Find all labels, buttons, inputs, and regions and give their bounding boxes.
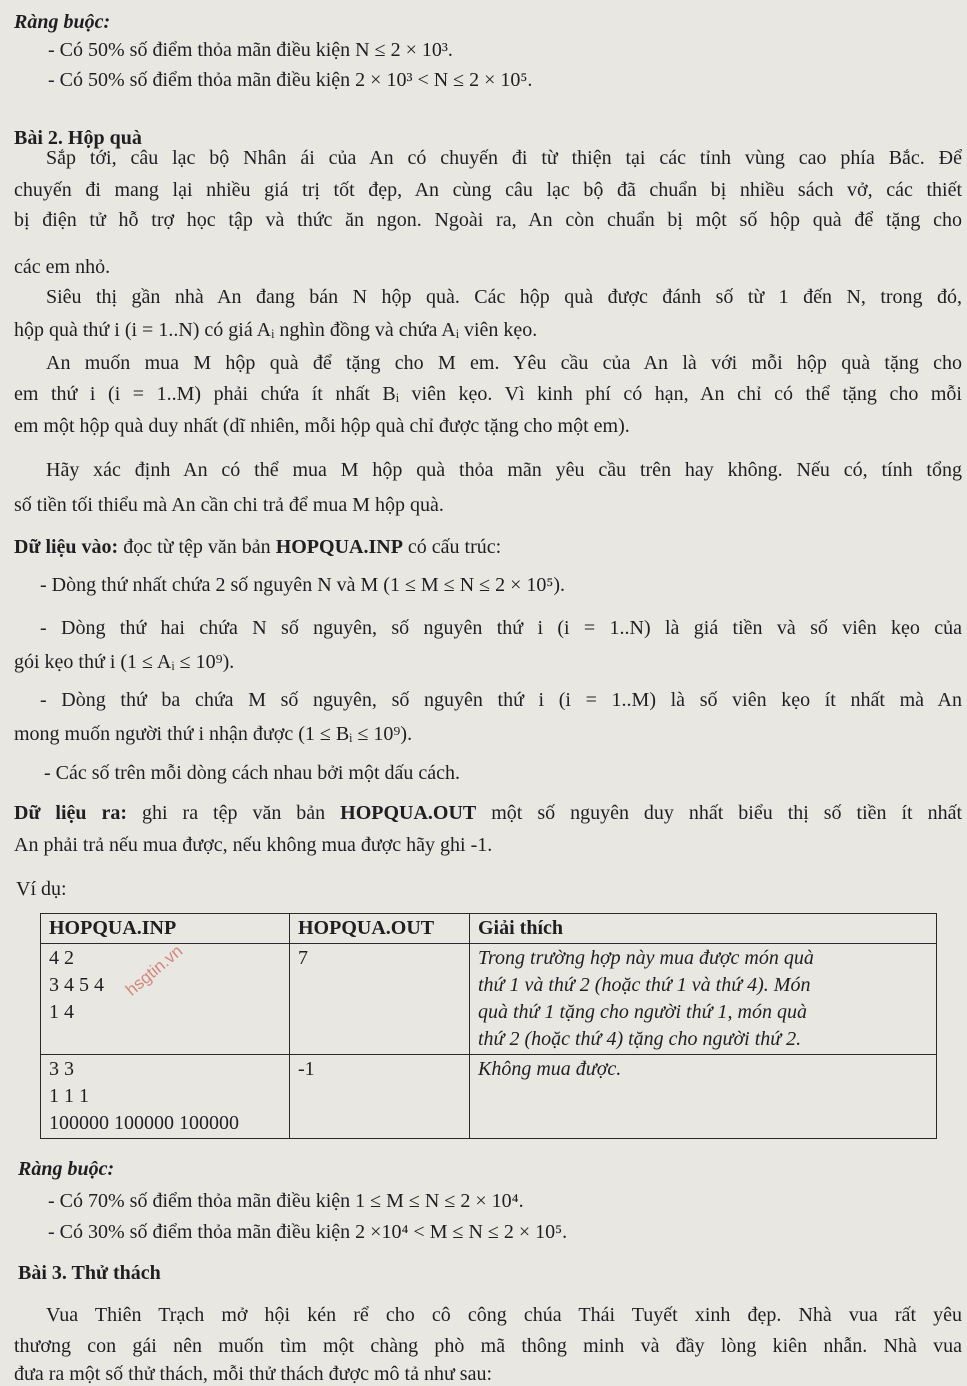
paragraph-line: Siêu thị gần nhà An đang bán N hộp quà. Các hộp quà được đánh số từ 1 đến N, trong đó, — [46, 286, 962, 308]
paragraph-line: An muốn mua M hộp quà để tặng cho M em. Yêu cầu của An là với mỗi hộp quà tặng cho — [46, 352, 962, 374]
constraint-line: - Có 30% số điểm thỏa mãn điều kiện 2 ×10⁴ < M ≤ N ≤ 2 × 10⁵. — [48, 1221, 568, 1243]
watermark: hsgtin.vn — [122, 941, 187, 1000]
constraints-heading-1: Ràng buộc: — [14, 11, 111, 33]
output-file-name: HOPQUA.OUT — [340, 802, 477, 824]
input-value-line: 100000 100000 100000 — [49, 1112, 239, 1134]
input-file-name: HOPQUA.INP — [275, 536, 403, 558]
paragraph-line: Vua Thiên Trạch mở hội kén rể cho cô công chúa Thái Tuyết xinh đẹp. Nhà vua rất yêu — [46, 1304, 962, 1326]
input-line: - Dòng thứ hai chứa N số nguyên, số nguyên thứ i (i = 1..N) là giá tiền và số viên kẹo của — [40, 617, 962, 639]
table-row — [41, 1055, 937, 1139]
explanation-cell — [470, 944, 937, 1055]
example-heading: Ví dụ: — [16, 878, 67, 900]
explanation-cell — [470, 1055, 937, 1139]
paragraph-line: hộp quà thứ i (i = 1..N) có giá Aᵢ nghìn đồng và chứa Aᵢ viên kẹo. — [14, 319, 538, 341]
output-cell — [290, 1055, 470, 1139]
input-line: - Dòng thứ nhất chứa 2 số nguyên N và M (1 ≤ M ≤ N ≤ 2 × 10⁵). — [40, 574, 566, 596]
explanation-line: thứ 1 và thứ 2 (hoặc thứ 1 và thứ 4). Món — [478, 974, 811, 996]
constraint-line: - Có 50% số điểm thỏa mãn điều kiện 2 × 10³ < N ≤ 2 × 10⁵. — [48, 69, 533, 91]
explanation-line: Trong trường hợp này mua được món quà — [478, 947, 814, 969]
constraint-line: - Có 70% số điểm thỏa mãn điều kiện 1 ≤ M ≤ N ≤ 2 × 10⁴. — [48, 1190, 524, 1212]
paragraph-line: số tiền tối thiểu mà An cần chi trả để mua M hộp quà. — [14, 494, 444, 516]
input-spec — [14, 535, 501, 559]
input-line: gói kẹo thứ i (1 ≤ Aᵢ ≤ 10⁹). — [14, 651, 235, 673]
table-header-cell: HOPQUA.OUT — [290, 914, 470, 944]
paragraph-line: Hãy xác định An có thể mua M hộp quà thỏa mãn yêu cầu trên hay không. Nếu có, tính tổng — [46, 459, 962, 481]
input-value-line: 1 1 1 — [49, 1085, 89, 1107]
table-header-row — [41, 914, 937, 944]
input-line: - Dòng thứ ba chứa M số nguyên, số nguyên thứ i (i = 1..M) là số viên kẹo ít nhất mà An — [40, 689, 962, 711]
input-heading: Dữ liệu vào: — [14, 536, 119, 558]
output-heading: Dữ liệu ra: — [14, 802, 128, 824]
input-line: - Các số trên mỗi dòng cách nhau bởi một dấu cách. — [44, 762, 461, 784]
constraints-heading-2: Ràng buộc: — [18, 1158, 115, 1180]
explanation-line: Không mua được. — [478, 1058, 622, 1080]
paragraph-line: em một hộp quà duy nhất (dĩ nhiên, mỗi hộp quà chỉ được tặng cho một em). — [14, 415, 630, 437]
output-intro: ghi ra tệp văn bản — [127, 802, 341, 824]
output-cell — [290, 944, 470, 1055]
paragraph-line: thương con gái nên muốn tìm một chàng phò mã thông minh và đầy lòng kiên nhẫn. Nhà vua — [14, 1335, 962, 1357]
paragraph-line: chuyến đi mang lại nhiều giá trị tốt đẹp, An cùng câu lạc bộ đã chuẩn bị nhiều sách vở, các thiết — [14, 179, 962, 201]
problem-2-heading: Bài 2. Hộp quà — [14, 127, 142, 149]
paragraph-line: em thứ i (i = 1..M) phải chứa ít nhất Bᵢ viên kẹo. Vì kinh phí có hạn, An chỉ có thể tặng cho mỗi — [14, 383, 962, 405]
output-tail: một số nguyên duy nhất biểu thị số tiền ít nhất — [476, 802, 962, 824]
paragraph-line: đưa ra một số thử thách, mỗi thử thách được mô tả như sau: — [14, 1363, 493, 1385]
table-header-cell: Giải thích — [470, 914, 937, 944]
paragraph-line: bị điện tử hỗ trợ học tập và thức ăn ngon. Ngoài ra, An còn chuẩn bị một số hộp quà để tặng cho — [14, 209, 962, 231]
problem-3-heading: Bài 3. Thử thách — [18, 1262, 161, 1284]
input-intro: đọc từ tệp văn bản — [118, 536, 276, 558]
output-value: -1 — [298, 1058, 315, 1080]
input-tail: có cấu trúc: — [402, 536, 502, 558]
output-line: An phải trả nếu mua được, nếu không mua được hãy ghi -1. — [14, 834, 493, 856]
paragraph-line: Sắp tới, câu lạc bộ Nhân ái của An có chuyến đi từ thiện tại các tỉnh vùng cao phía Bắc. Để — [46, 147, 962, 169]
input-value-line: 4 2 — [49, 947, 74, 969]
input-value-line: 3 3 — [49, 1058, 74, 1080]
explanation-line: thứ 2 (hoặc thứ 4) tặng cho người thứ 2. — [478, 1028, 802, 1050]
input-value-line: 1 4 — [49, 1001, 74, 1023]
input-line: mong muốn người thứ i nhận được (1 ≤ Bᵢ ≤ 10⁹). — [14, 723, 413, 745]
table-header-cell: HOPQUA.INP — [41, 914, 290, 944]
explanation-line: quà thứ 1 tặng cho người thứ 1, món quà — [478, 1001, 807, 1023]
input-cell — [41, 1055, 290, 1139]
output-value: 7 — [298, 947, 308, 969]
input-value-line: 3 4 5 4 — [49, 974, 104, 996]
output-spec — [14, 801, 962, 825]
paragraph-line: các em nhỏ. — [14, 256, 111, 278]
constraint-line: - Có 50% số điểm thỏa mãn điều kiện N ≤ 2 × 10³. — [48, 39, 453, 61]
